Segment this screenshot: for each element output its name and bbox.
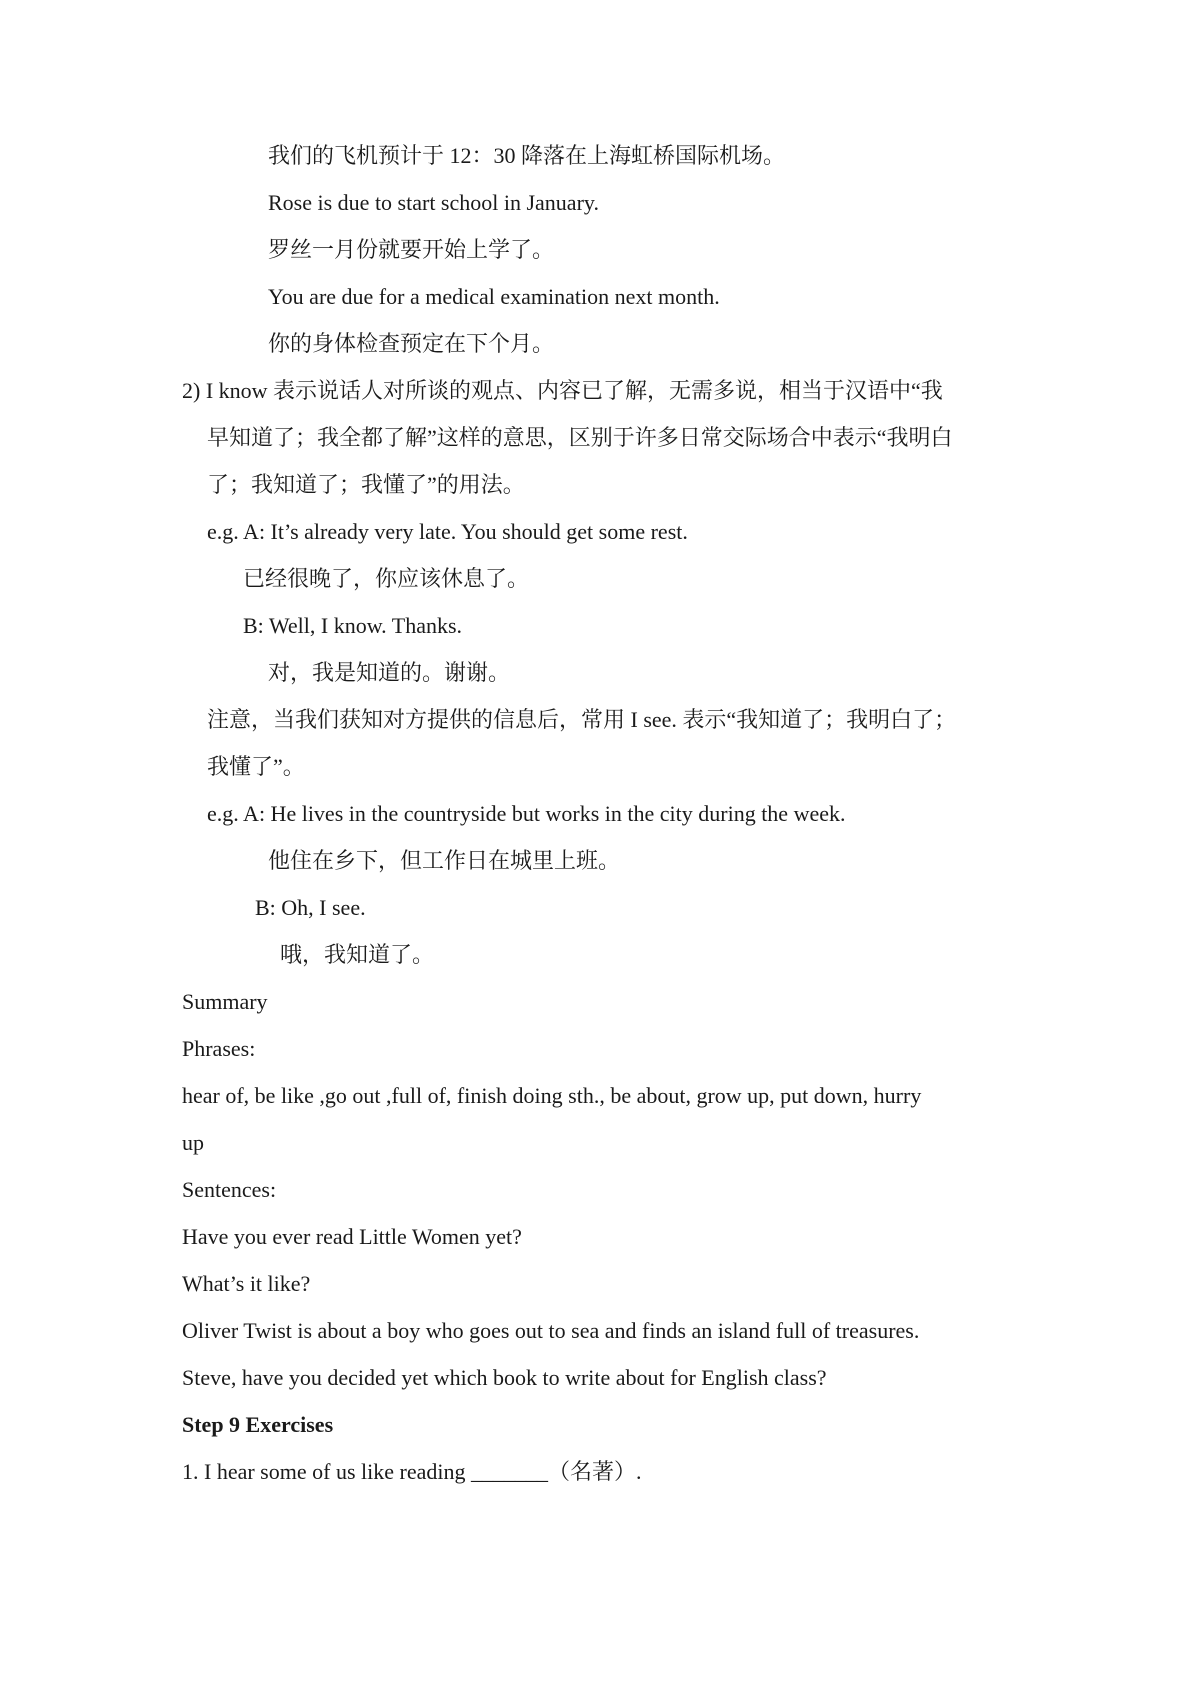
- text-line: Summary: [182, 989, 268, 1014]
- text-line: e.g. A: He lives in the countryside but works in the city during the week.: [207, 801, 846, 826]
- text-line: e.g. A: It’s already very late. You should get some rest.: [207, 519, 688, 544]
- text-line: 哦，我知道了。: [280, 942, 435, 967]
- text-line: You are due for a medical examination next month.: [268, 284, 720, 309]
- text-line: Rose is due to start school in January.: [268, 190, 599, 215]
- text-line: 你的身体检查预定在下个月。: [268, 331, 555, 356]
- text-line: 对，我是知道的。谢谢。: [268, 660, 511, 685]
- text-line: Sentences:: [182, 1177, 277, 1202]
- text-line: Steve, have you decided yet which book to write about for English class?: [182, 1365, 827, 1390]
- text-line: Oliver Twist is about a boy who goes out to sea and finds an island full of treasures.: [182, 1318, 920, 1343]
- text-line: 早知道了；我全都了解”这样的意思，区别于许多日常交际场合中表示“我明白: [207, 425, 953, 450]
- text-line: 我懂了”。: [207, 754, 305, 779]
- text-line: 了；我知道了；我懂了”的用法。: [207, 472, 525, 497]
- text-line: 已经很晚了，你应该休息了。: [243, 566, 530, 591]
- section-heading: Step 9 Exercises: [182, 1412, 334, 1437]
- text-line: B: Oh, I see.: [255, 895, 366, 920]
- text-line: 我们的飞机预计于 12：30 降落在上海虹桥国际机场。: [268, 143, 786, 168]
- text-line: up: [182, 1130, 204, 1155]
- text-line: 他住在乡下，但工作日在城里上班。: [268, 848, 621, 873]
- exercise-item: 1. I hear some of us like reading _______（名著）.: [182, 1459, 642, 1484]
- text-line: hear of, be like ,go out ,full of, finish doing sth., be about, grow up, put down, hurry: [182, 1083, 922, 1108]
- text-line: 注意，当我们获知对方提供的信息后，常用 I see. 表示“我知道了；我明白了；: [207, 707, 957, 732]
- text-line: 罗丝一月份就要开始上学了。: [268, 237, 555, 262]
- text-line: Have you ever read Little Women yet?: [182, 1224, 522, 1249]
- text-line: What’s it like?: [182, 1271, 311, 1296]
- text-line: 2) I know 表示说话人对所谈的观点、内容已了解，无需多说，相当于汉语中“我: [182, 378, 943, 403]
- text-line: Phrases:: [182, 1036, 256, 1061]
- text-line: B: Well, I know. Thanks.: [243, 613, 463, 638]
